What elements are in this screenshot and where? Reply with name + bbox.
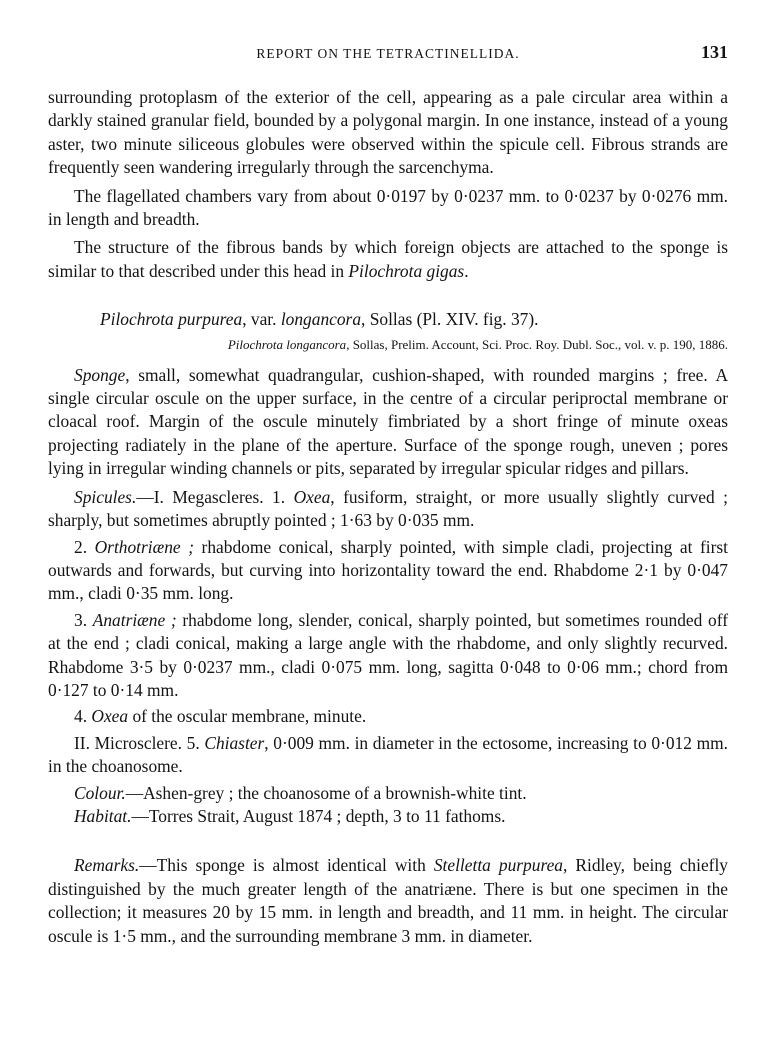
- anatriaene-text: rhabdome long, slender, conical, sharply pointed, but sometimes rounded off at the end ; cladi conical, making a large angle with the rhabdome, and only slightly recurved. Rhabdome 3·5 by 0·0237 mm., cladi 0·075 mm. long, sagitta 0·048 to 0·06 mm.; chord from 0·127 to 0·14 mm.: [48, 609, 728, 700]
- item3-number: 3.: [74, 609, 93, 630]
- running-title: REPORT ON THE TETRACTINELLIDA.: [256, 46, 520, 61]
- remarks-text-2: , Ridley, being chiefly distinguished by the much greater length of the anatriæne. There is but one specimen in the collection; it measures 20 by 15 mm. in length and breadth, and 11 mm. in height. The circular oscule is 1·5 mm., and the surrounding membrane 3 mm. in diameter.: [48, 855, 728, 946]
- paragraph-flagellated-chambers: The flagellated chambers vary from about 0·0197 by 0·0237 mm. to 0·0237 by 0·0276 mm. in length and breadth.: [48, 185, 728, 230]
- species-reference: Pilochrota gigas: [348, 260, 465, 281]
- chiaster-label: Chiaster: [204, 732, 265, 753]
- variety-label: , var.: [242, 309, 281, 330]
- fibrous-bands-end: .: [464, 260, 469, 281]
- oxea-text: , fusiform, straight, or more usually slightly curved ; sharply, but sometimes abruptly pointed ; 1·63 by 0·035 mm.: [48, 486, 729, 531]
- spicules-intro: —I. Megascleres. 1.: [136, 486, 294, 507]
- remarks-species: Stelletta purpurea: [433, 855, 563, 876]
- microsclere-intro: II. Microsclere. 5.: [74, 732, 205, 753]
- item4-number: 4.: [74, 706, 92, 727]
- fibrous-bands-text: The structure of the fibrous bands by which foreign objects are attached to the sponge is similar to that described under this head in: [48, 237, 728, 281]
- oxea-oscular-label: Oxea: [91, 706, 129, 727]
- paragraph-remarks: [48, 854, 728, 948]
- species-name: Pilochrota purpurea: [100, 309, 243, 330]
- spicules-label: Spicules.: [74, 486, 137, 507]
- synonymy-line: [48, 336, 728, 354]
- variety-name: longancora: [280, 309, 362, 330]
- paragraph-oxea-oscular: [48, 705, 728, 728]
- paragraph-sponge: [48, 364, 728, 481]
- running-header: [48, 42, 728, 66]
- paragraph-fibrous-bands: [48, 236, 728, 283]
- oxea-label: Oxea: [293, 486, 331, 507]
- sponge-text: , small, somewhat quadrangular, cushion-shaped, with rounded margins ; free. A single circular oscule on the upper surface, in the centre of a circular periproctal membrane or cloacal roof. Margin of the oscule minutely fimbriated by a short fringe of minute oxeas projecting radiately in the plane of the aperture. Surface of the sponge rough, uneven ; pores lying in irregular winding channels or pits, separated by irregular spicular ridges and pillars.: [48, 364, 728, 479]
- remarks-text-1: —This sponge is almost identical with: [139, 855, 434, 876]
- remarks-spacer: [48, 828, 728, 854]
- page-number: 131: [701, 42, 728, 62]
- paragraph-continuation: surrounding protoplasm of the exterior of the cell, appearing as a pale circular area within a darkly stained granular field, bounded by a polygonal margin. In one instance, instead of a young aster, two minute siliceous globules were observed within the spicule cell. Fibrous strands are frequently seen wandering irregularly through the sarcenchyma.: [48, 87, 728, 178]
- species-heading: [48, 308, 728, 331]
- colour-text: —Ashen-grey ; the choanosome of a brownish-white tint.: [125, 782, 527, 803]
- synonym-name: Pilochrota longancora: [227, 336, 347, 352]
- paragraph-anatriaene: [48, 609, 728, 703]
- paragraph-colour: [48, 782, 728, 805]
- species-authority: , Sollas (Pl. XIV. fig. 37).: [361, 309, 539, 330]
- paragraph-spicules: [48, 486, 728, 533]
- oxea-oscular-text: of the oscular membrane, minute.: [128, 706, 367, 727]
- remarks-label: Remarks.: [74, 855, 140, 876]
- body-text: [48, 86, 728, 948]
- paragraph-habitat: [48, 805, 728, 828]
- sponge-label: Sponge: [74, 364, 126, 385]
- colour-label: Colour.: [74, 782, 126, 803]
- habitat-label: Habitat.: [74, 805, 132, 826]
- section-spacer: [48, 283, 728, 308]
- paragraph-orthotriaene: [48, 536, 728, 606]
- habitat-text: —Torres Strait, August 1874 ; depth, 3 to 11 fathoms.: [131, 805, 506, 826]
- orthotriaene-label: Orthotriæne ;: [94, 536, 194, 557]
- anatriaene-label: Anatriæne ;: [92, 609, 177, 630]
- paragraph-microsclere: [48, 732, 728, 779]
- chiaster-text: , 0·009 mm. in diameter in the ectosome, increasing to 0·012 mm. in the choanosome.: [48, 732, 728, 777]
- synonym-reference: , Sollas, Prelim. Account, Sci. Proc. Roy. Dubl. Soc., vol. v. p. 190, 1886.: [346, 336, 728, 352]
- item2-number: 2.: [74, 536, 95, 557]
- orthotriaene-text: rhabdome conical, sharply pointed, with simple cladi, projecting at first outwards and forwards, but curving into horizontality toward the end. Rhabdome 2·1 by 0·047 mm., cladi 0·35 mm. long.: [48, 536, 729, 604]
